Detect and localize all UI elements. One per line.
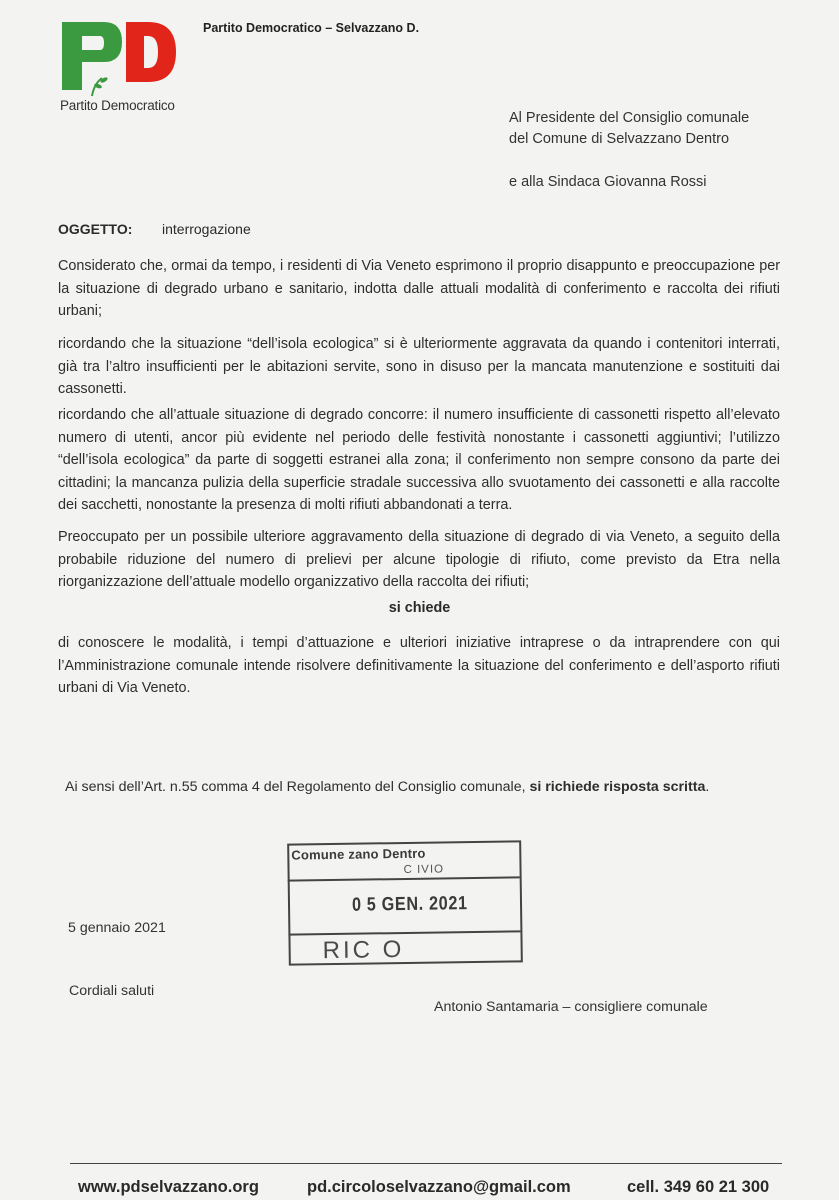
footer-website: www.pdselvazzano.org — [78, 1178, 259, 1196]
article-end: . — [705, 779, 710, 795]
recipient-line-3: e alla Sindaca Giovanna Rossi — [509, 174, 707, 190]
article-text: Ai sensi dell’Art. n.55 comma 4 del Regolamento del Consiglio comunale, — [65, 779, 530, 795]
party-header: Partito Democratico – Selvazzano D. — [203, 21, 420, 35]
article-bold: si richiede risposta scritta — [529, 779, 706, 795]
logo-text: Partito Democratico — [60, 98, 175, 113]
recipients-block — [509, 108, 749, 193]
subject-value: interrogazione — [162, 221, 251, 237]
paragraph-5: di conoscere le modalità, i tempi d’attuazione e ulteriori iniziative intraprese o da intraprendere con qui l’Amministrazione comunale intende risolvere definitivamente la situazione del conferimento e dell’asporto rifiuti urbani di Via Veneto. — [58, 635, 780, 697]
stamp-line-1: Comune zano Dentro — [291, 845, 426, 863]
stamp-line-4: RIC O — [322, 936, 405, 965]
protocol-stamp — [285, 838, 523, 967]
pd-logo-icon — [58, 18, 180, 98]
logo-green-p — [62, 22, 122, 90]
subject-line — [58, 221, 251, 237]
greeting: Cordiali saluti — [69, 983, 155, 999]
paragraph-1: Considerato che, ormai da tempo, i residenti di Via Veneto esprimono il proprio disappunto e preoccupazione per la situazione di degrado urbano e sanitario, indotta dalle attuali modalità di conferimento e raccolta dei rifiuti urbani; — [58, 258, 780, 320]
request-heading: si chiede — [388, 600, 451, 616]
article-reference — [65, 779, 709, 795]
footer-phone: cell. 349 60 21 300 — [627, 1178, 770, 1196]
paragraph-3: ricordando che all’attuale situazione di degrado concorre: il numero insufficiente di cassonetti rispetto all’elevato numero di utenti, ancor più evidente nel periodo delle festività nonostante i cassonetti aggiuntivi; l’utilizzo “dell’isola ecologica” da parte di soggetti estranei alla zona; il conferimento non sempre consono da parte dei cittadini; la mancanza pulizia della superficie stradale successiva allo svuotamento dei cassonetti e alla raccolte dei sacchetti, nonostante la presenza di molti rifiuti abbandonati a terra. — [58, 407, 780, 514]
paragraph-2: ricordando che la situazione “dell’isola ecologica” si è ulteriormente aggravata da quando i contenitori interrati, già tra l’altro insufficienti per le abitazioni servite, sono in disuso per la mancata manutenzione e sostituiti dai cassonetti. — [58, 336, 780, 398]
footer-email: pd.circoloselvazzano@gmail.com — [307, 1178, 571, 1196]
recipient-line-1: Al Presidente del Consiglio comunale — [509, 110, 750, 126]
stamp-line-2: C IVIO — [403, 863, 445, 877]
footer-divider — [70, 1163, 782, 1164]
logo-red-d — [126, 22, 176, 82]
recipient-line-2: del Comune di Selvazzano Dentro — [509, 131, 730, 147]
letter-date: 5 gennaio 2021 — [68, 920, 166, 936]
signature: Antonio Santamaria – consigliere comunale — [434, 999, 708, 1015]
subject-label: OGGETTO: — [58, 221, 133, 237]
paragraph-4: Preoccupato per un possibile ulteriore aggravamento della situazione di degrado di via Veneto, a seguito della probabile riduzione del numero di prelievi per alcune tipologie di rifiuto, come previsto da Etra nella riorganizzazione dell’attuale modello organizzativo della raccolta dei rifiuti; — [58, 529, 780, 591]
pd-logo — [58, 18, 188, 118]
stamp-date: 0 5 GEN. 2021 — [351, 893, 468, 916]
